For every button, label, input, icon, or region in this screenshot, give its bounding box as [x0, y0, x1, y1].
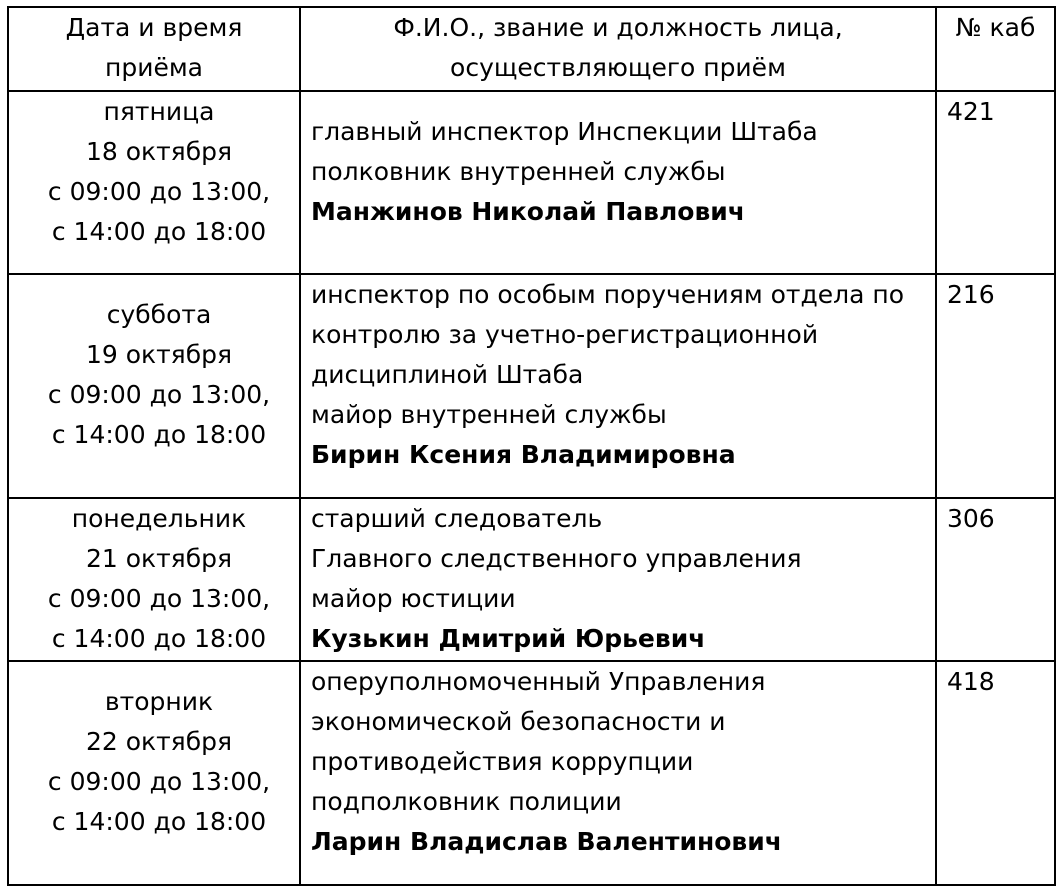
room-number: 421	[936, 91, 1055, 274]
date-cell	[8, 661, 300, 885]
person-cell	[300, 274, 936, 498]
header-room: № каб	[936, 7, 1055, 91]
time-range-1: с 09:00 до 13:00,	[47, 380, 271, 409]
time-range-2: с 14:00 до 18:00	[51, 217, 267, 246]
person-name: Манжинов Николай Павлович	[311, 197, 745, 226]
time-range-2: с 14:00 до 18:00	[51, 807, 267, 836]
time-range-1: с 09:00 до 13:00,	[47, 767, 271, 796]
date-cell	[8, 91, 300, 274]
person-cell	[300, 91, 936, 274]
person-cell	[300, 661, 936, 885]
date-value: 21 октября	[85, 544, 233, 573]
position-line: экономической безопасности и	[311, 707, 726, 736]
position-line: старший следователь	[311, 504, 603, 533]
table-row	[8, 498, 1055, 661]
date-cell	[8, 498, 300, 661]
room-number: 418	[936, 661, 1055, 885]
date-value: 22 октября	[85, 727, 233, 756]
person-cell	[300, 498, 936, 661]
header-person-line1: Ф.И.О., звание и должность лица,	[393, 13, 843, 42]
position-line: контролю за учетно-регистрационной	[311, 320, 819, 349]
position-line: противодействия коррупции	[311, 747, 694, 776]
position-line: полковник внутренней службы	[311, 157, 726, 186]
person-name: Бирин Ксения Владимировна	[311, 440, 736, 469]
header-date-time	[8, 7, 300, 91]
day-of-week: суббота	[106, 300, 212, 329]
position-line: главный инспектор Инспекции Штаба	[311, 117, 818, 146]
position-line: подполковник полиции	[311, 787, 622, 816]
table-header-row	[8, 7, 1055, 91]
day-of-week: вторник	[104, 687, 214, 716]
header-date-line2: приёма	[104, 53, 204, 82]
header-person-line2: осуществляющего приём	[450, 53, 786, 82]
table-row	[8, 661, 1055, 885]
table-row	[8, 274, 1055, 498]
position-line: инспектор по особым поручениям отдела по	[311, 280, 905, 309]
table-row	[8, 91, 1055, 274]
time-range-1: с 09:00 до 13:00,	[47, 584, 271, 613]
position-line: оперуполномоченный Управления	[311, 667, 766, 696]
header-person	[300, 7, 936, 91]
time-range-1: с 09:00 до 13:00,	[47, 177, 271, 206]
person-name: Ларин Владислав Валентинович	[311, 827, 782, 856]
day-of-week: пятница	[103, 97, 215, 126]
room-number: 216	[936, 274, 1055, 498]
reception-schedule-table	[7, 6, 1056, 886]
position-line: Главного следственного управления	[311, 544, 802, 573]
time-range-2: с 14:00 до 18:00	[51, 624, 267, 653]
room-number: 306	[936, 498, 1055, 661]
date-value: 19 октября	[85, 340, 233, 369]
date-value: 18 октября	[85, 137, 233, 166]
date-cell	[8, 274, 300, 498]
position-line: майор юстиции	[311, 584, 516, 613]
day-of-week: понедельник	[71, 504, 247, 533]
position-line: майор внутренней службы	[311, 400, 667, 429]
person-name: Кузькин Дмитрий Юрьевич	[311, 624, 706, 653]
time-range-2: с 14:00 до 18:00	[51, 420, 267, 449]
header-date-line1: Дата и время	[65, 13, 243, 42]
position-line: дисциплиной Штаба	[311, 360, 584, 389]
